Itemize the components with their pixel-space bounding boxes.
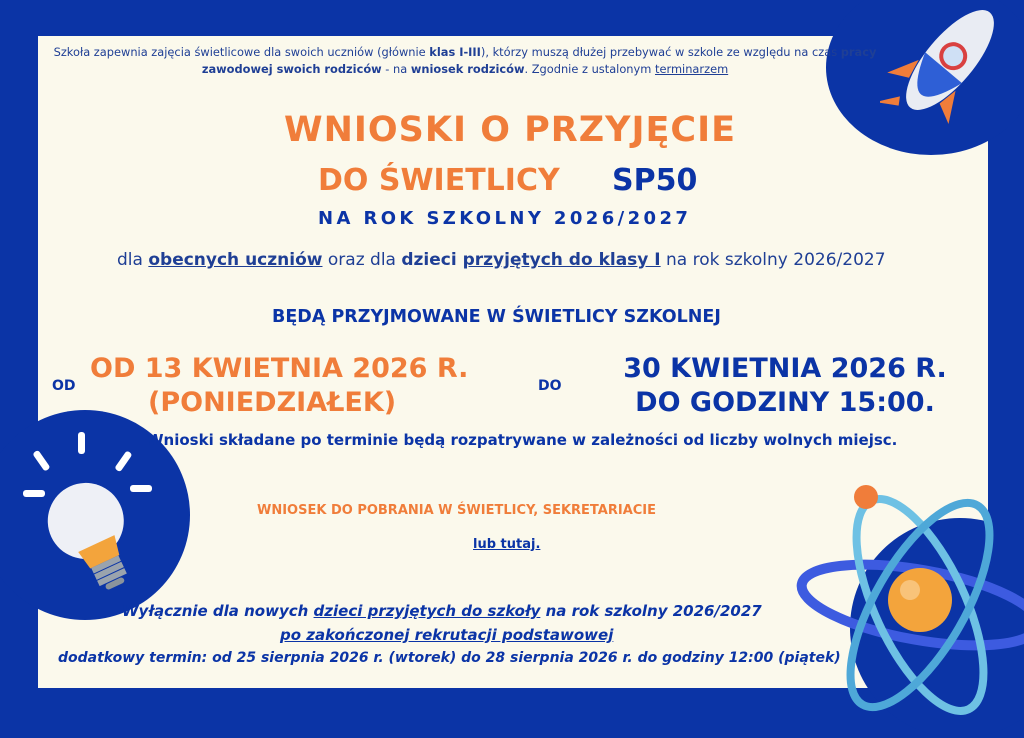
main-heading: WNIOSKI O PRZYJĘCIE: [283, 110, 737, 150]
date-from: OD 13 KWIETNIA 2026 R. (PONIEDZIAŁEK): [90, 353, 469, 418]
download-info: WNIOSEK DO POBRANIA W ŚWIETLICY, SEKRETARIACIE: [257, 503, 657, 518]
bottom-line-3: dodatkowy termin: od 25 sierpnia 2026 r. (wtorek) do 28 sierpnia 2026 r. do godziny 12:00 (piątek): [58, 650, 841, 666]
intro-text: Szkoła zapewnia zajęcia świetlicowe dla swoich uczniów (głównie klas I-III), którzy muszą dłużej przebywać w szkole ze względu na czas pracy zawodowej swoich rodziców - na wniosek rodziców. Zgodnie z ustalonym terminarzem: [53, 45, 877, 76]
heading-school: SP50: [612, 163, 698, 198]
atom-icon: [780, 455, 1024, 724]
bottom-line-1: Wyłącznie dla nowych dzieci przyjętych do szkoły na rok szkolny 2026/2027: [122, 602, 762, 620]
audience-line: dla obecnych uczniów oraz dla dzieci przyjętych do klasy I na rok szkolny 2026/2027: [117, 250, 886, 270]
lightbulb-icon: [20, 430, 160, 610]
do-label: DO: [538, 378, 562, 394]
rocket-icon: [880, 0, 1020, 130]
date-to: 30 KWIETNIA 2026 R. DO GODZINY 15:00.: [623, 353, 947, 418]
heading-swietlica: DO ŚWIETLICY: [318, 163, 560, 198]
school-year: NA ROK SZKOLNY 2026/2027: [318, 208, 692, 229]
here-link[interactable]: lub tutaj.: [473, 537, 541, 552]
terminarz-link[interactable]: terminarzem: [654, 62, 729, 76]
od-label: OD: [52, 378, 76, 394]
bottom-line-2: po zakończonej rekrutacji podstawowej: [280, 626, 614, 644]
late-note: Wnioski składane po terminie będą rozpatrywane w zależności od liczby wolnych miejsc.: [147, 431, 898, 449]
accepted-heading: BĘDĄ PRZYJMOWANE W ŚWIETLICY SZKOLNEJ: [272, 307, 721, 327]
